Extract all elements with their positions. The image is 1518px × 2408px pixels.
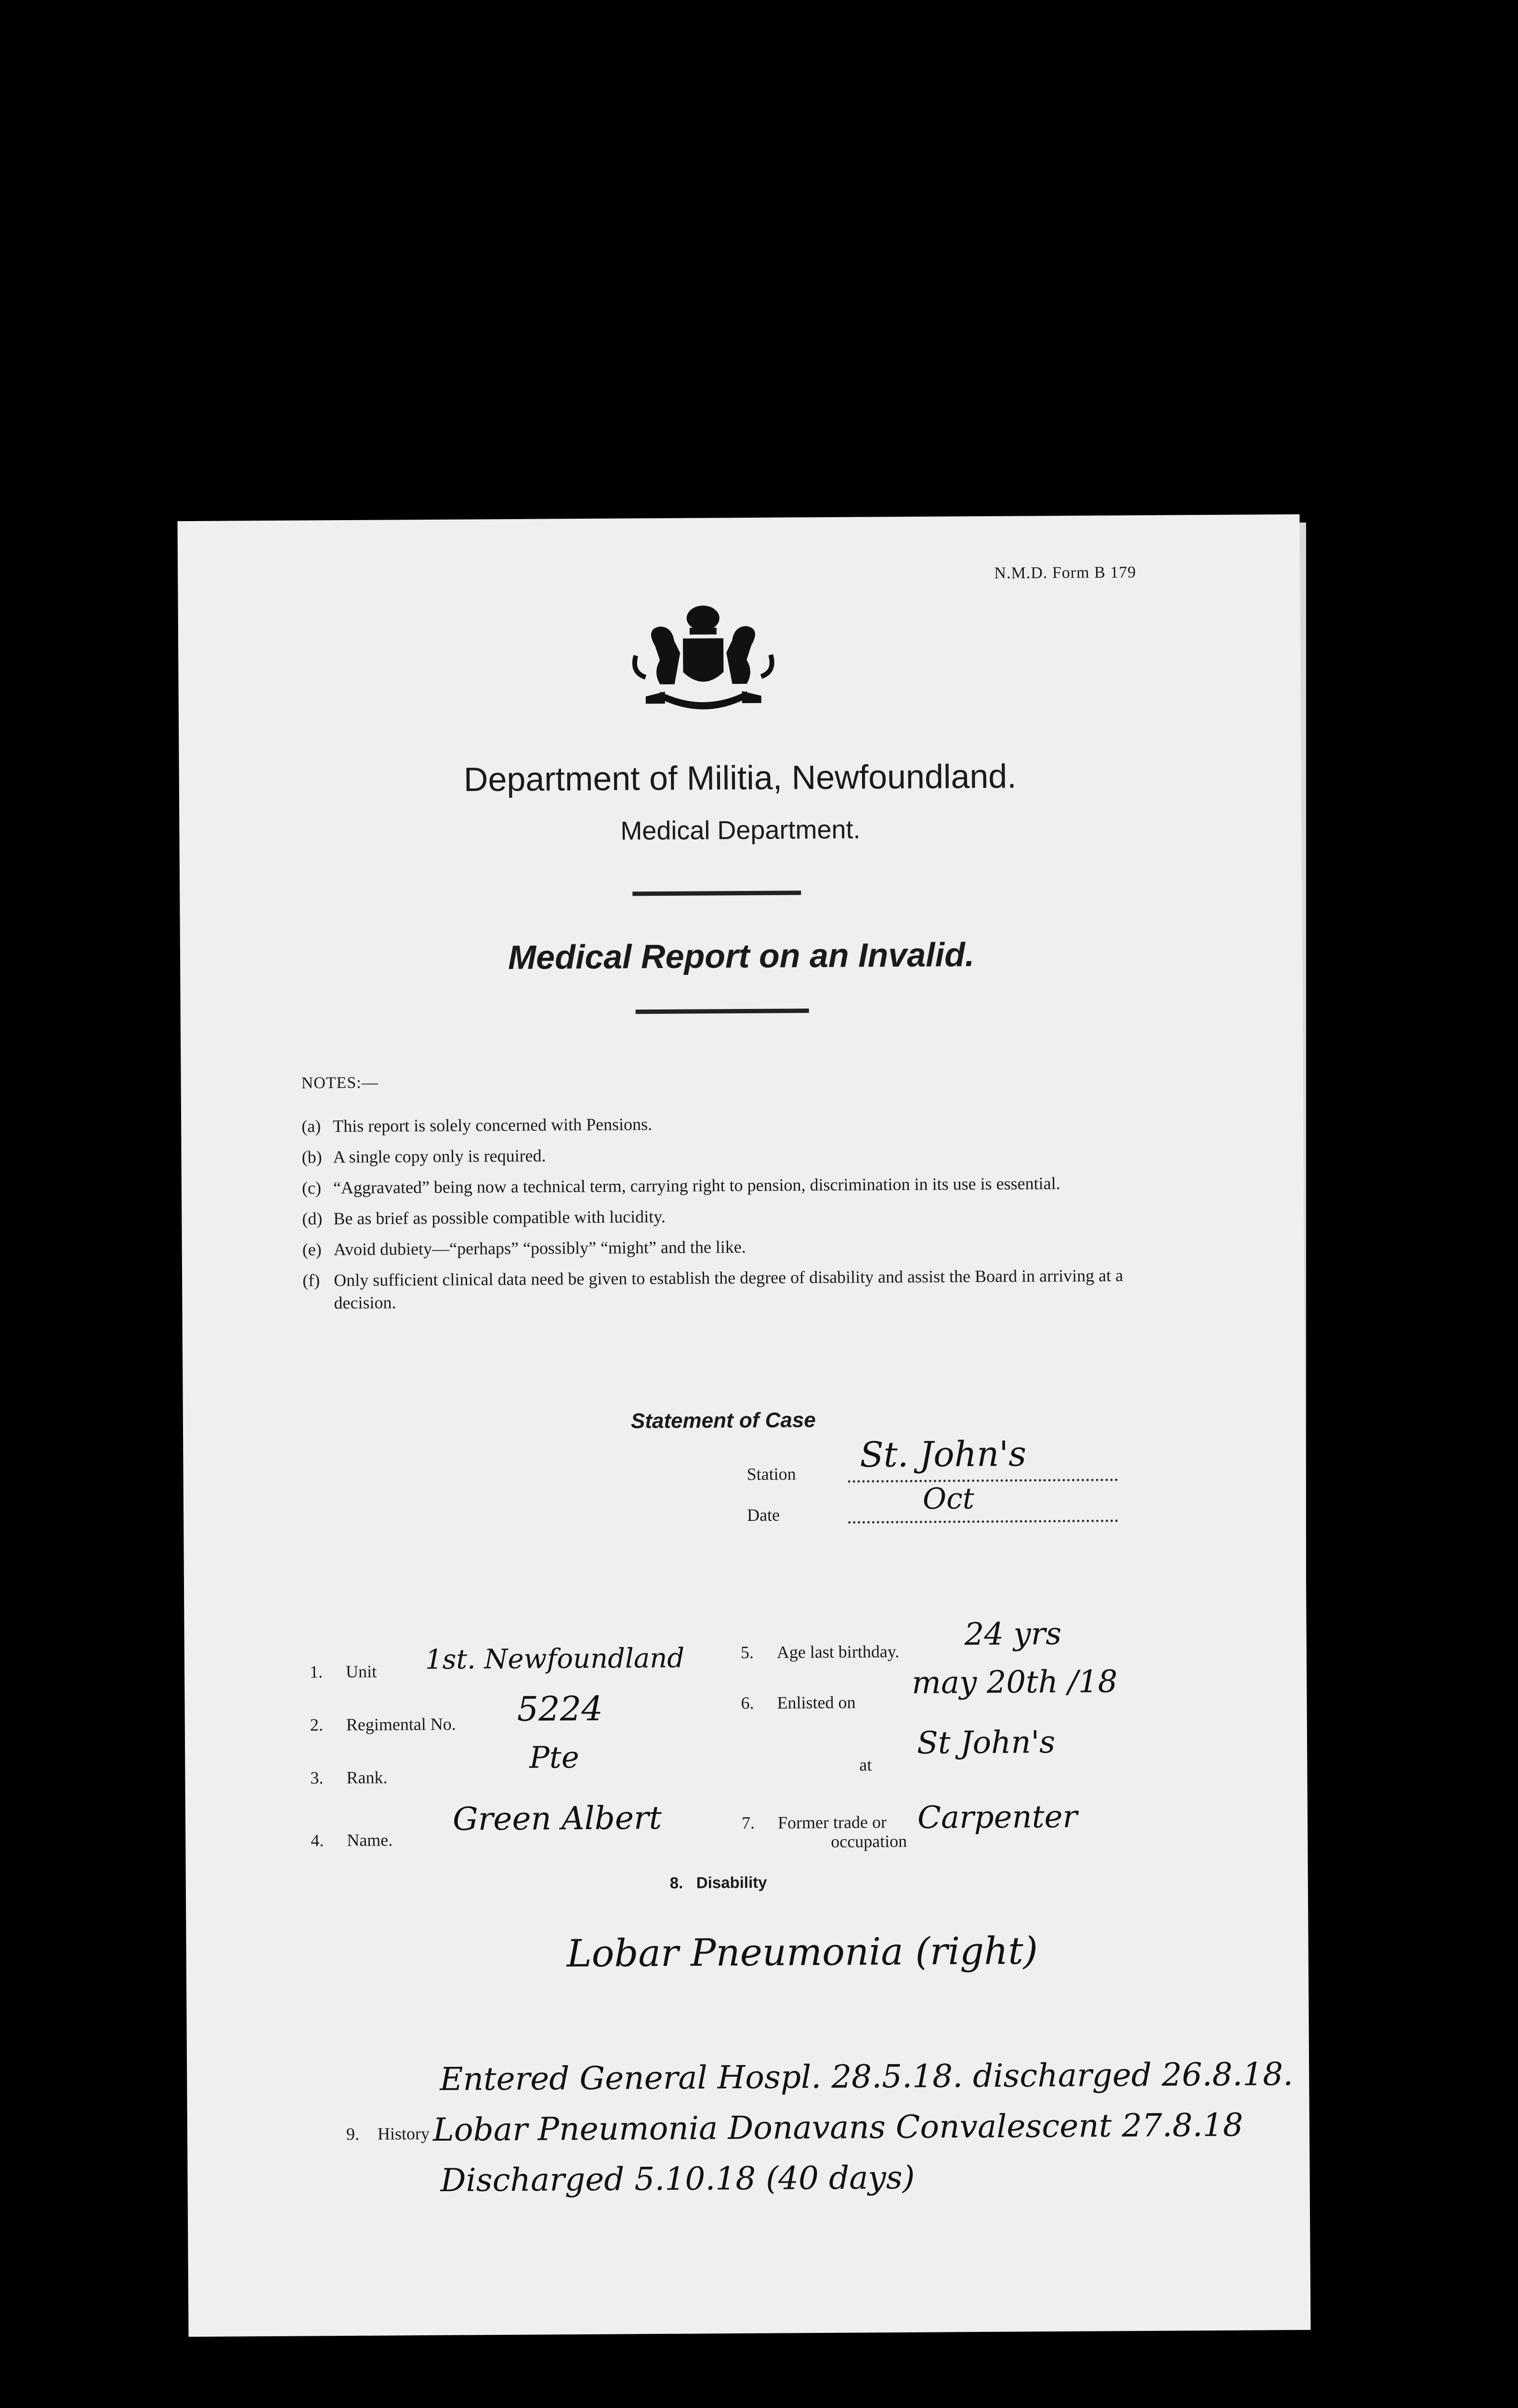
medical-report-form xyxy=(178,514,1311,2337)
name-value: Green Albert xyxy=(452,1799,662,1838)
enlisted-value: may 20th /18 xyxy=(912,1664,1118,1701)
divider-bottom xyxy=(636,1008,809,1014)
note-item: (b) A single copy only is required. xyxy=(301,1146,546,1167)
note-item: (f) Only sufficient clinical data need be given to establish the degree of disability and assist the Board in arriving at a decision. xyxy=(302,1266,1124,1313)
enlisted-at-value: St John's xyxy=(916,1725,1056,1761)
royal-coat-of-arms-icon xyxy=(626,600,781,716)
name-label: 4. Name. xyxy=(311,1830,393,1850)
notes-list xyxy=(301,1110,1170,1323)
rank-value: Pte xyxy=(529,1740,579,1775)
station-dotted-line xyxy=(848,1479,1118,1482)
age-label: 5. Age last birthday. xyxy=(740,1642,900,1662)
date-value: Oct xyxy=(922,1482,975,1516)
regimental-no-value: 5224 xyxy=(517,1688,603,1729)
enlisted-at-label: at xyxy=(859,1755,872,1775)
disability-value: Lobar Pneumonia (right) xyxy=(566,1929,1038,1976)
age-value: 24 yrs xyxy=(964,1616,1062,1653)
history-line-2: Lobar Pneumonia Donavans Convalescent 27.8.18 xyxy=(432,2106,1243,2148)
station-label: Station xyxy=(746,1464,796,1484)
department-heading: Department of Militia, Newfoundland. xyxy=(463,757,1017,798)
note-item: (d) Be as brief as possible compatible with lucidity. xyxy=(302,1206,666,1229)
disability-label: 8. Disability xyxy=(669,1873,767,1892)
note-item: (a) This report is solely concerned with Pensions. xyxy=(301,1114,653,1136)
note-item: (e) Avoid dubiety—“perhaps” “possibly” “might” and the like. xyxy=(302,1237,746,1259)
trade-value: Carpenter xyxy=(917,1799,1078,1836)
date-label: Date xyxy=(747,1505,780,1525)
history-line-1: Entered General Hospl. 28.5.18. discharged 26.8.18. xyxy=(440,2055,1294,2098)
sub-department-heading: Medical Department. xyxy=(620,815,861,846)
notes-heading: NOTES:— xyxy=(301,1073,379,1092)
station-value: St. John's xyxy=(860,1433,1027,1475)
rank-label: 3. Rank. xyxy=(310,1767,388,1788)
form-number: N.M.D. Form B 179 xyxy=(994,563,1137,582)
note-item: (c) “Aggravated” being now a technical term, carrying right to pension, discrimination in its use is essential. xyxy=(301,1173,1060,1198)
date-dotted-line xyxy=(848,1519,1118,1523)
trade-label: 7. Former trade or occupation xyxy=(741,1812,907,1851)
divider-top xyxy=(632,890,801,896)
history-label: 9. History xyxy=(346,2124,430,2144)
unit-value: 1st. Newfoundland xyxy=(425,1642,685,1676)
statement-of-case-heading: Statement of Case xyxy=(630,1408,816,1433)
unit-label: 1. Unit xyxy=(309,1662,377,1682)
history-line-3: Discharged 5.10.18 (40 days) xyxy=(440,2159,915,2199)
regimental-no-label: 2. Regimental No. xyxy=(310,1714,456,1735)
document-title: Medical Report on an Invalid. xyxy=(508,936,975,976)
enlisted-label: 6. Enlisted on xyxy=(741,1692,856,1713)
